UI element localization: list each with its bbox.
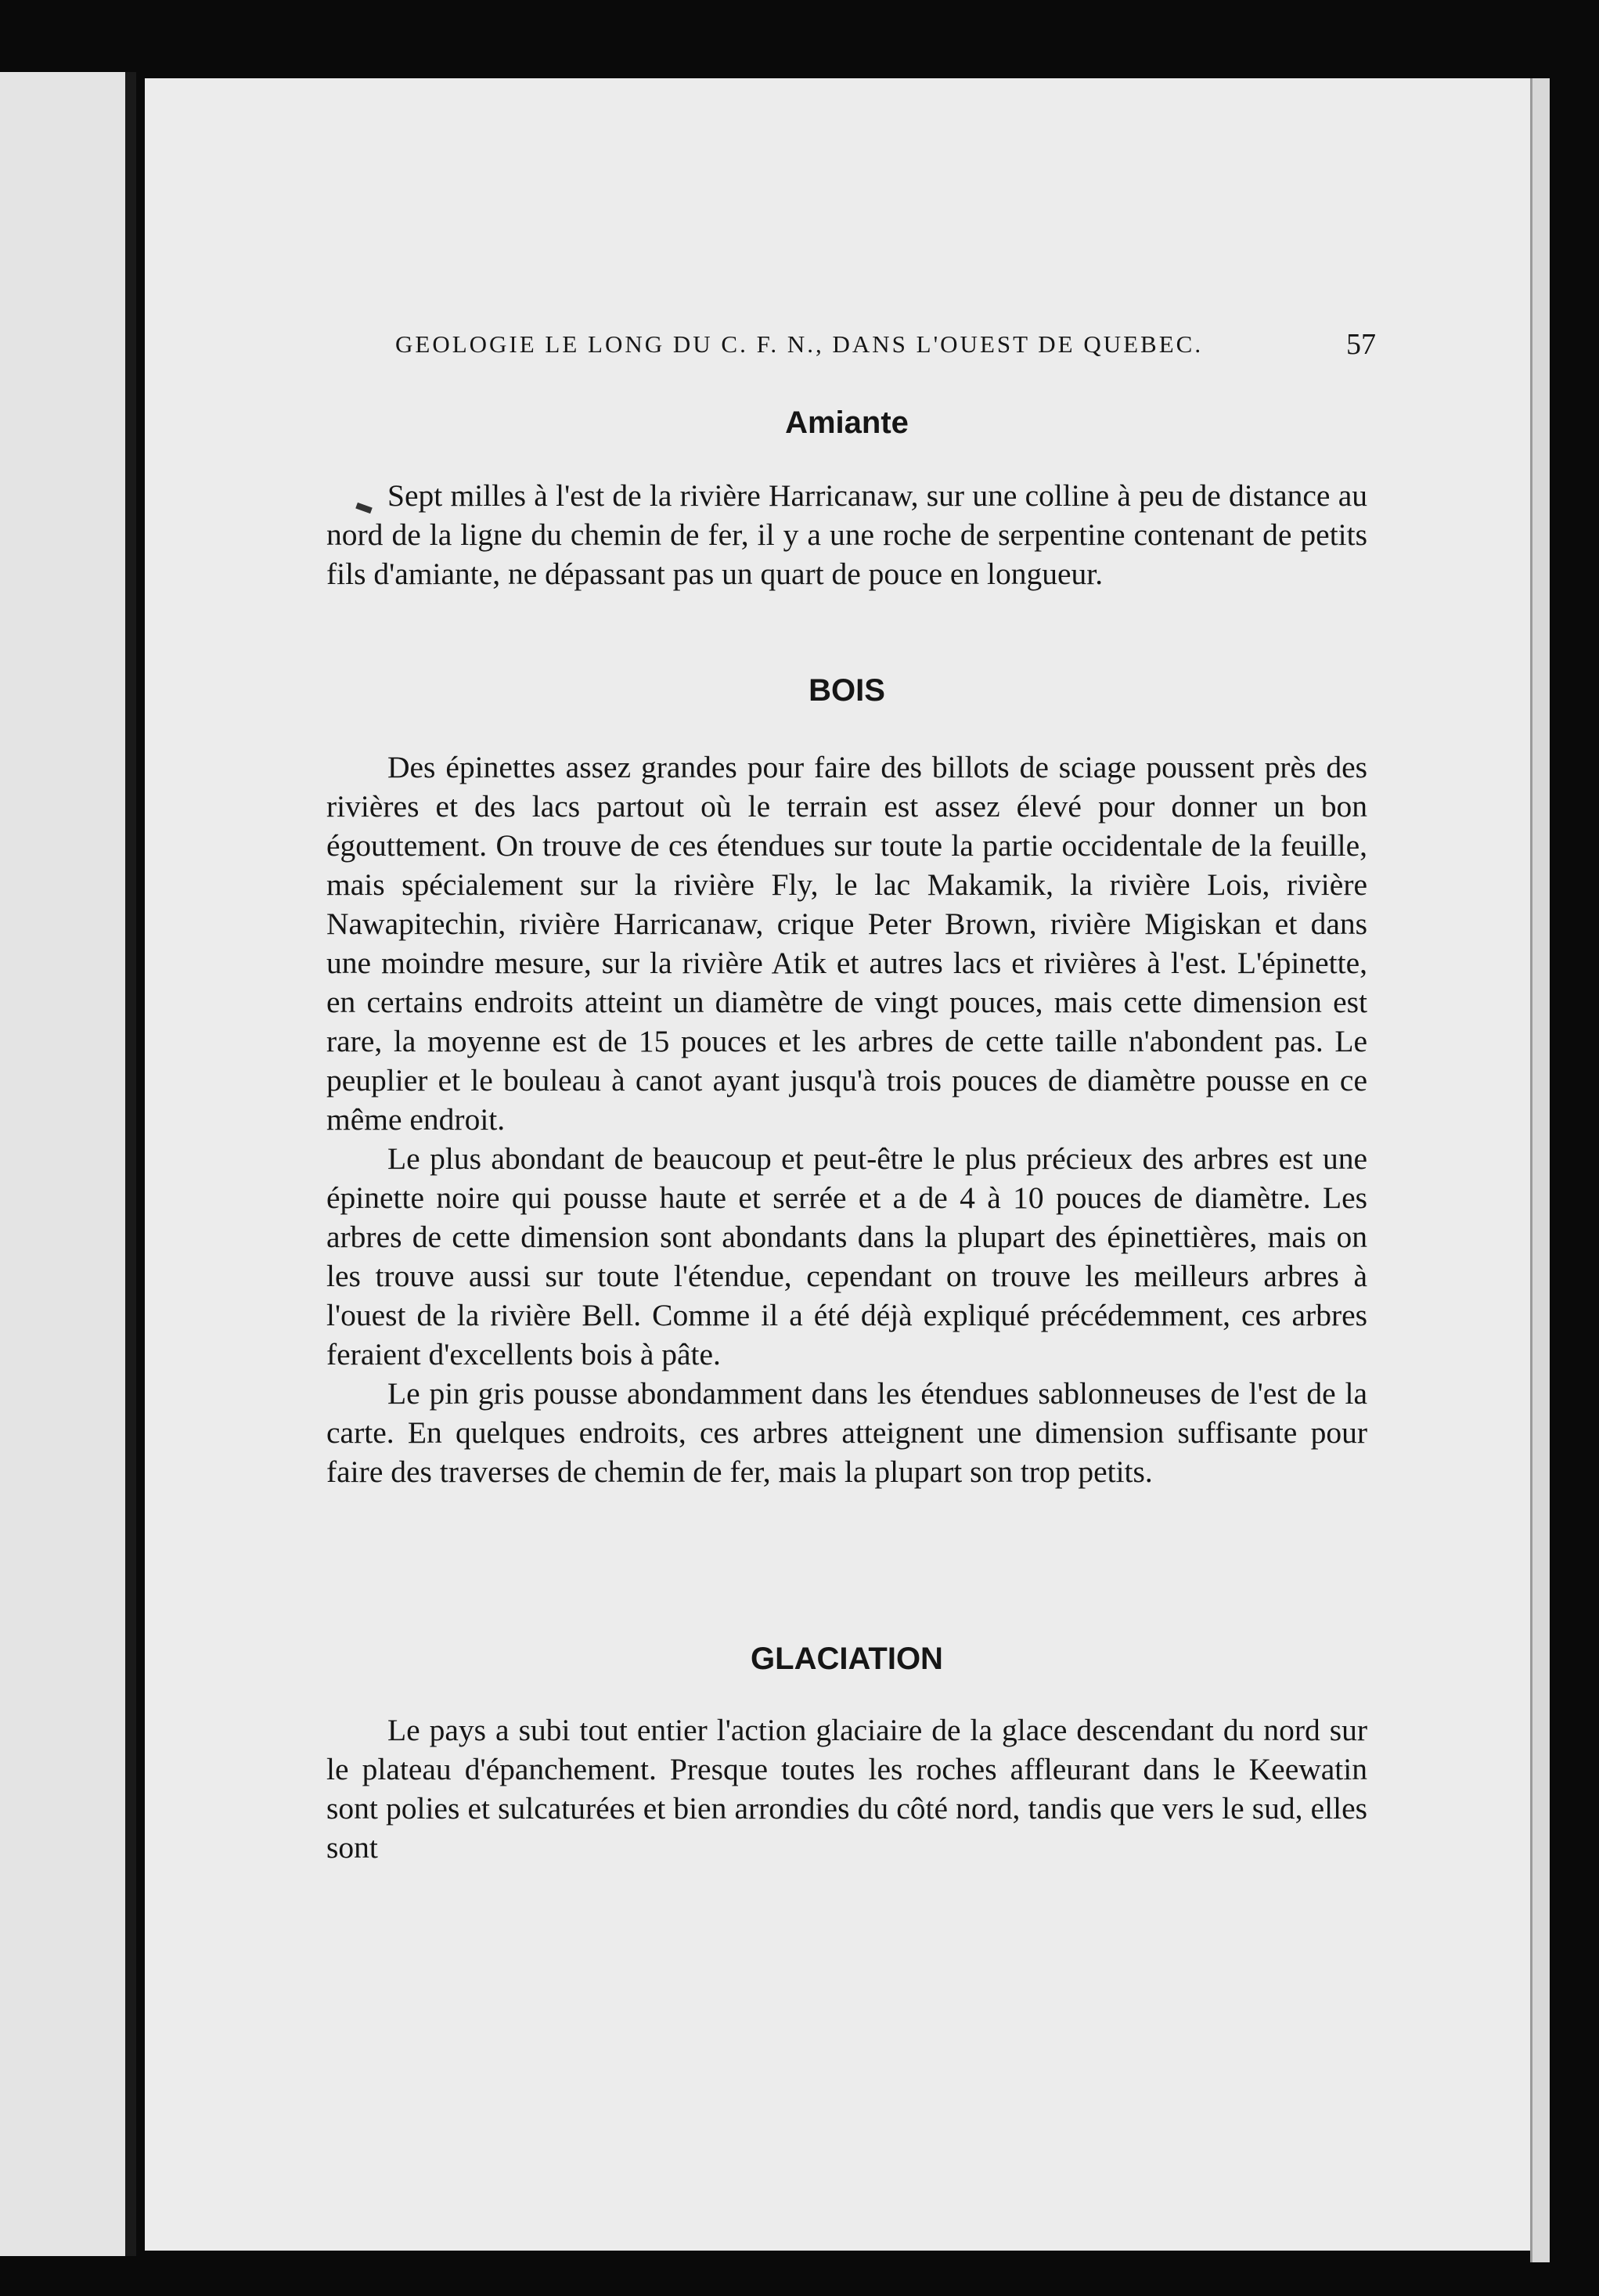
section-body-amiante [326, 476, 1367, 593]
paragraph: Le pays a subi tout entier l'action glaciaire de la glace descendant du nord sur le plateau d'épanchement. Presque toutes les roches affleurant dans le Keewatin sont polies et sulcaturées et bien arrondies du côté nord, tandis que vers le sud, elles sont [326, 1713, 1367, 1865]
running-head [395, 328, 1376, 361]
running-head-title: GEOLOGIE LE LONG DU C. F. N., DANS L'OUEST DE QUEBEC. [395, 330, 1204, 358]
facing-page-edge [0, 72, 136, 2256]
paragraph: Des épinettes assez grandes pour faire des billots de sciage poussent près des rivières et des lacs partout où le terrain est assez élevé pour donner un bon égouttement. On trouve de ces étendues sur toute la partie occidentale de la feuille, mais spécialement sur la rivière Fly, le lac Makamik, la rivière Lois, rivière Nawapitechin, rivière Harricanaw, crique Peter Brown, rivière Migiskan et dans une moindre mesure, sur la rivière Atik et autres lacs et rivières à l'est. L'épinette, en certains endroits atteint un diamètre de vingt pouces, mais cette dimension est rare, la moyenne est de 15 pouces et les arbres de cette taille n'abondent pas. Le peuplier et le bouleau à canot ayant jusqu'à trois pouces de diamètre pousse en ce même endroit. [326, 750, 1367, 1137]
section-body-glaciation [326, 1710, 1367, 1867]
book-page [145, 78, 1530, 2251]
page-number: 57 [1346, 328, 1376, 361]
section-body-bois [326, 748, 1367, 1491]
section-heading-bois: BOIS [809, 673, 885, 708]
section-heading-glaciation: GLACIATION [751, 1642, 943, 1676]
paragraph: Sept milles à l'est de la rivière Harricanaw, sur une colline à peu de distance au nord de la ligne du chemin de fer, il y a une roche de serpentine contenant de petits fils d'amiante, ne dépassant pas un quart de pouce en longueur. [326, 478, 1367, 591]
section-heading-amiante: Amiante [785, 405, 909, 440]
paragraph: Le pin gris pousse abondamment dans les étendues sablonneuses de l'est de la carte. En quelques endroits, ces arbres atteignent une dimension suffisante pour faire des traverses de chemin de fer, mais la plupart son trop petits. [326, 1376, 1367, 1489]
page-stack-edge [1530, 78, 1550, 2262]
paragraph: Le plus abondant de beaucoup et peut-être le plus précieux des arbres est une épinette noire qui pousse haute et serrée et a de 4 à 10 pouces de diamètre. Les arbres de cette dimension sont abondants dans la plupart des épinettières, mais on les trouve aussi sur toute l'étendue, cependant on trouve les meilleurs arbres à l'ouest de la rivière Bell. Comme il a été déjà expliqué précédemment, ces arbres feraient d'excellents bois à pâte. [326, 1141, 1367, 1371]
